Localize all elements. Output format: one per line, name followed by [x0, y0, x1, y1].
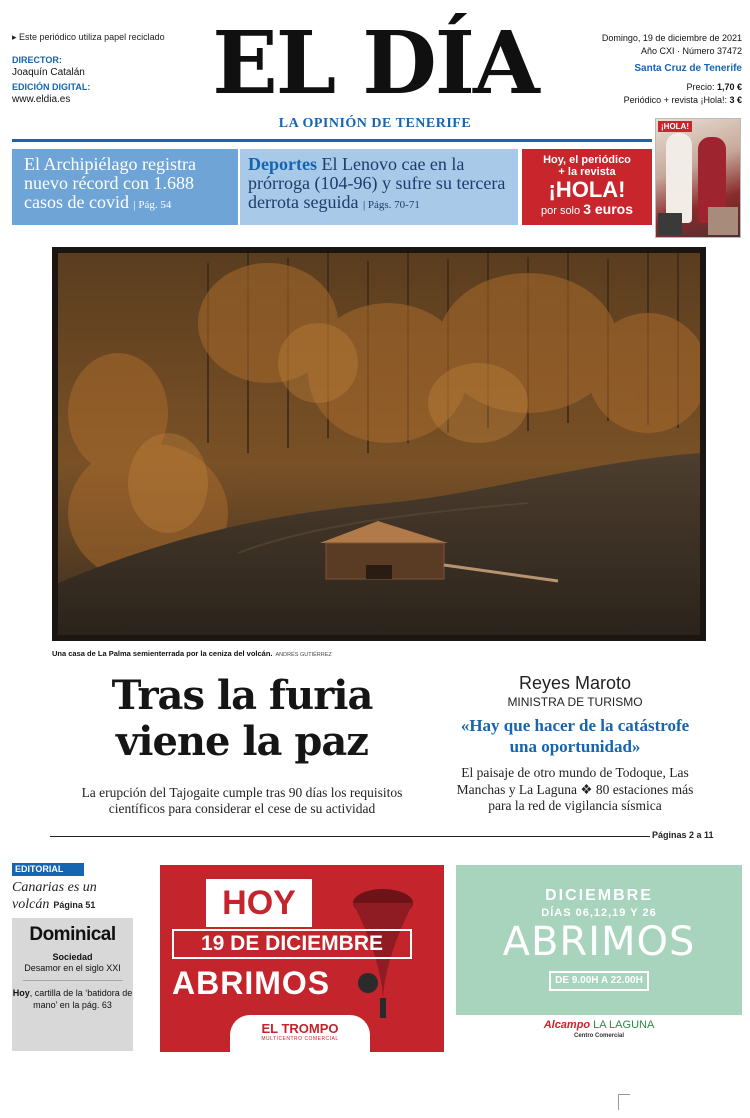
interview-role: MINISTRA DE TURISMO — [507, 695, 643, 709]
dominical-title: Dominical — [29, 924, 116, 945]
main-photo[interactable] — [52, 247, 706, 641]
sports-teaser-page: | Págs. 70-71 — [362, 199, 420, 211]
trompo-open: ABRIMOS — [172, 965, 331, 1001]
cover-thumbnail-right — [708, 207, 738, 235]
photo-credit: ANDRÉS GUTIÉRREZ — [275, 652, 332, 658]
covid-teaser[interactable] — [12, 149, 238, 225]
recycled-note-text: Este periódico utiliza papel reciclado — [19, 32, 165, 42]
alcampo-brand: Alcampo — [543, 1019, 591, 1031]
bundle-price-line — [582, 94, 742, 107]
price-label: Precio: — [686, 82, 715, 92]
editorial-page: Página 51 — [53, 900, 96, 910]
sports-kicker: Deportes — [248, 154, 317, 174]
hola-price-line — [522, 202, 652, 218]
edition-city: Santa Cruz de Tenerife — [634, 63, 742, 74]
volcanic-ash-landscape-image — [58, 253, 700, 635]
dominical-section: Sociedad — [52, 952, 93, 962]
hola-price: 3 euros — [583, 201, 633, 217]
sports-teaser[interactable] — [240, 149, 518, 225]
caption-text: Una casa de La Palma semienterrada por la ceniza del volcán. — [52, 649, 273, 658]
alcampo-month: DICIEMBRE — [545, 887, 653, 904]
trompo-hoy: HOY — [206, 879, 312, 927]
editorial-teaser[interactable] — [12, 879, 122, 914]
covid-teaser-page: | Pág. 54 — [133, 199, 172, 211]
hola-magazine-cover[interactable] — [655, 118, 741, 238]
dominical-promo-bold: Hoy — [12, 988, 30, 998]
hola-promo-line1: Hoy, el periódico — [543, 154, 631, 166]
alcampo-hours: DE 9.00H A 22.00H — [549, 971, 649, 991]
hola-brand: ¡HOLA! — [548, 177, 626, 202]
dominical-promo — [12, 987, 133, 1011]
pages-reference[interactable]: Páginas 2 a 11 — [652, 830, 714, 840]
dominical-box[interactable] — [12, 918, 133, 1051]
alcampo-center: Centro Comercial — [573, 1033, 624, 1039]
alcampo-open: ABRIMOS — [502, 919, 696, 965]
newspaper-subtitle: LA OPINIÓN DE TENERIFE — [278, 116, 472, 131]
cover-logo: ¡HOLA! — [658, 121, 692, 132]
hola-price-prefix: por solo — [540, 205, 581, 217]
dominical-section-text: Desamor en el siglo XXI — [24, 963, 121, 973]
editorial-tag: EDITORIAL — [12, 863, 84, 876]
headline-line-1: Tras la furia — [111, 672, 373, 719]
price-value: 1,70 € — [716, 82, 742, 92]
covid-teaser-text: El Archipiélago registra nuevo récord con 1.688 casos de covid — [24, 154, 196, 212]
trompo-brand: EL TROMPO — [261, 1021, 339, 1036]
recycled-paper-note: ▸ Este periódico utiliza papel reciclado — [12, 32, 165, 42]
edition-info — [582, 32, 742, 107]
lead-headline[interactable] — [52, 673, 432, 765]
director-name: Joaquín Catalán — [12, 67, 85, 78]
cover-figure-left — [666, 133, 692, 223]
editorial-title: Canarias es un volcán — [12, 880, 97, 912]
alcampo-ad[interactable] — [456, 865, 742, 1052]
edition-issue: Año CXI · Número 37472 — [640, 46, 742, 56]
trompo-logo — [230, 1015, 370, 1052]
corner-mark — [618, 1094, 630, 1110]
hola-promo-line2: + la revista — [558, 166, 616, 178]
bundle-label: Periódico + revista ¡Hola!: — [623, 95, 727, 105]
interview-name[interactable]: Reyes Maroto — [518, 673, 632, 693]
digital-edition-link[interactable]: www.eldia.es — [12, 94, 71, 105]
dominical-separator — [23, 980, 123, 981]
hola-promo[interactable] — [522, 149, 652, 225]
masthead-divider — [12, 139, 652, 142]
alcampo-location: LA LAGUNA — [593, 1019, 655, 1031]
price-line — [582, 81, 742, 94]
lead-deck: La erupción del Tajogaite cumple tras 90 días los requisitos científicos para considerar el cese de su actividad — [81, 785, 403, 816]
digital-edition-label: EDICIÓN DIGITAL: — [12, 82, 91, 92]
dominical-promo-text: , cartilla de la ‘batidora de mano’ en la pág. 63 — [29, 988, 133, 1010]
newspaper-logo[interactable]: EL DÍA — [212, 13, 538, 114]
interview-summary: El paisaje de otro mundo de Todoque, Las Manchas y La Laguna ❖ 80 estaciones más para la red de vigilancia sísmica — [456, 765, 694, 813]
section-divider — [50, 836, 650, 837]
director-label: DIRECTOR: — [12, 55, 62, 65]
trompo-brand-sub: MULTICENTRO COMERCIAL — [261, 1036, 339, 1042]
sports-teaser-text: El Lenovo cae en la prórroga (104-96) y sufre su tercera derrota seguida — [248, 154, 506, 212]
trompo-date: 19 DE DICIEMBRE — [172, 929, 412, 959]
interview-quote[interactable]: «Hay que hacer de la catástrofe una oportunidad» — [460, 716, 690, 756]
photo-caption — [52, 649, 332, 658]
bundle-price-value: 3 € — [729, 95, 742, 105]
alcampo-days: DÍAS 06,12,19 Y 26 — [541, 907, 657, 919]
el-trompo-ad[interactable] — [160, 865, 444, 1052]
alcampo-brand-line — [456, 1019, 742, 1031]
edition-date: Domingo, 19 de diciembre de 2021 — [601, 33, 742, 43]
headline-line-2: viene la paz — [116, 718, 368, 765]
cover-thumbnail-left — [658, 213, 682, 235]
